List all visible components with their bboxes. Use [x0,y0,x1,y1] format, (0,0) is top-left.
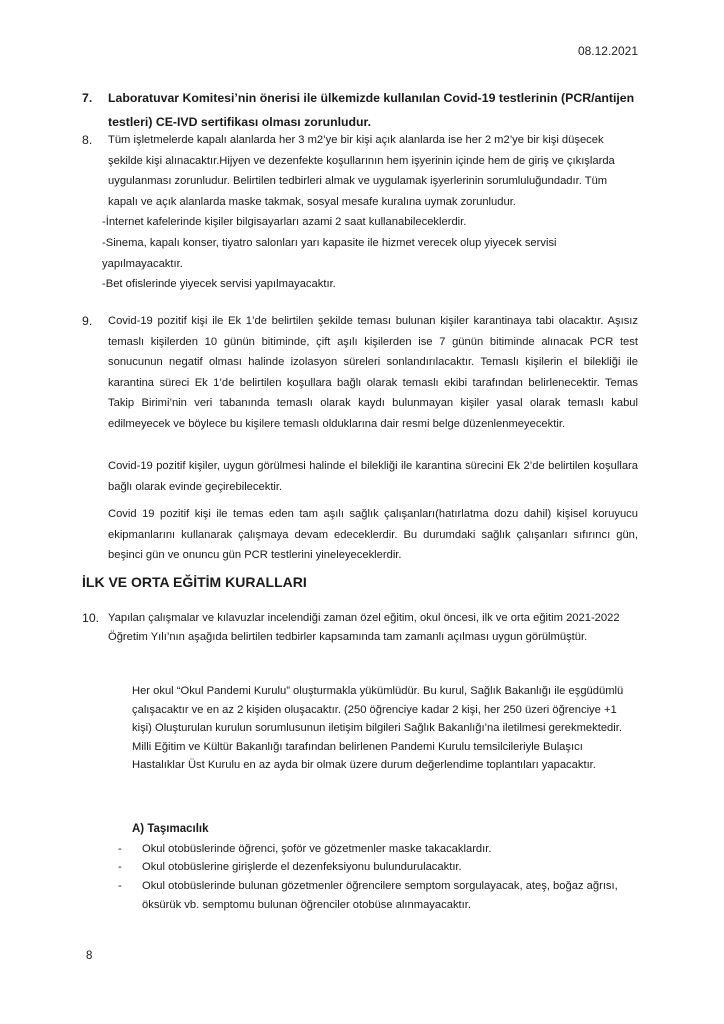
bullet-text: Okul otobüslerinde öğrenci, şoför ve gözetmenler maske takacaklardır. [142,843,492,855]
sub-item: -Sinema, kapalı konser, tiyatro salonları yarı kapasite ile hizmet verecek olup yiyecek servisi yapılmayacaktır. [102,236,557,270]
subsection-title: A) Taşımacılık [132,823,209,835]
bullet-marker: - [118,861,122,873]
item-text: Covid-19 pozitif kişi ile Ek 1’de belirtilen şekilde teması bulunan kişiler karantinaya tabi olacaktır. Aşısız temaslı kişilerden 10 günün bitiminde, çift aşılı kişilerden ise 7 günün bitiminde alınacak PCR test sonucunun negatif olması halinde izolasyon süreleri sonlandırılacaktır. Temaslı kişilerin el bilekliği ile karantina süreci Ek 1’de belirtilen koşullara bağlı olarak temaslı ekibi tarafından belirlenecektir. Temas Takip Birimi’nin veri tabanında temaslı olarak kaydı bulunmayan kişiler yasal olarak temaslı kabul edilmeyecek ve böylece bu kişilere temaslı olduklarına dair resmi belge düzenlenmeyecektir. [108,315,638,430]
list-item-10 [82,609,638,646]
bullet-text: Okul otobüslerine girişlerde el dezenfeksiyonu bulundurulacaktır. [142,861,462,873]
item-text: Yapılan çalışmalar ve kılavuzlar incelendiği zaman özel eğitim, okul öncesi, ilk ve orta eğitim 2021-2022 Öğretim Yılı’nın aşağıda belirtilen tedbirler kapsamında tam zamanlı açılması uygun görülmüştür. [108,612,620,643]
sub-item: -Bet ofislerinde yiyecek servisi yapılmayacaktır. [102,278,336,291]
item-number: 10. [82,611,100,625]
item-number: 7. [82,91,93,105]
item-number: 9. [82,314,93,328]
item-number: 8. [82,133,93,147]
paragraph: Covid-19 pozitif kişiler, uygun görülmesi halinde el bilekliği ile karantina sürecini Ek 2’de belirtilen koşullara bağlı olarak evinde geçirebilecektir. [108,460,638,493]
item-text: Tüm işletmelerde kapalı alanlarda her 3 m2’ye bir kişi açık alanlarda ise her 2 m2’ye bir kişi düşecek şekilde kişi alınacaktır.Hijyen ve dezenfekte koşullarının hem işyerinin içinde hem de giriş ve çıkışlarda uygulanması zorunludur. Belirtilen tedbirleri almak ve uygulamak işyerlerinin sorumluluğundadır. Tüm kapalı ve açık alanlarda maske takmak, sosyal mesafe kuralına uymak zorunludur. [108,134,615,208]
item-text: Laboratuvar Komitesi’nin önerisi ile ülkemizde kullanılan Covid-19 testlerinin (PCR/antijen testleri) CE-IVD sertifikası olması zorunludur. [108,91,635,129]
list-item-9 [82,311,638,435]
indented-block [132,682,632,775]
sub-item: -İnternet kafelerinde kişiler bilgisayarları azami 2 saat kullanabileceklerdir. [102,216,467,229]
bullet-marker: - [118,880,122,892]
bullet-item [118,858,638,877]
section-heading: İLK VE ORTA EĞİTİM KURALLARI [82,574,307,590]
list-item-7 [82,86,638,134]
block-paragraph: Her okul “Okul Pandemi Kurulu” oluşturmakla yükümlüdür. Bu kurul, Sağlık Bakanlığı ile eşgüdümlü çalışacaktır ve en az 2 kişiden oluşacaktır. (250 öğrenciye kadar 2 kişi, her 250 üzeri öğrenciye +1 kişi) Oluşturulan kurulun sorumlusunun iletişim bilgileri Sağlık Bakanlığı’na iletilmesi gerekmektedir. [132,685,624,735]
page-number: 8 [86,950,93,962]
bullet-item [118,877,638,914]
paragraph: Covid 19 pozitif kişi ile temas eden tam aşılı sağlık çalışanları(hatırlatma dozu dahil) kişisel koruyucu ekipmanlarını kullanarak çalışmaya devam edeceklerdir. Bu durumdaki sağlık çalışanları sıfırıncı gün, beşinci gün ve onuncu gün PCR testlerini yineleyeceklerdir. [108,508,638,562]
block-paragraph: Milli Eğitim ve Kültür Bakanlığı tarafından belirlenen Pandemi Kurulu temsilcileriyle Bulaşıcı Hastalıklar Üst Kurulu en az ayda bir olmak üzere durum değerlendime toplantıları yapacaktır. [132,740,596,772]
document-date: 08.12.2021 [577,44,638,58]
list-item-8 [82,130,638,295]
bullet-marker: - [118,843,122,855]
bullet-text: Okul otobüslerinde bulunan gözetmenler öğrencilere semptom sorgulayacak, ateş, boğaz ağrısı, öksürük vb. semptomu bulunan öğrenciler otobüse alınmayacaktır. [142,880,618,911]
bullet-item [118,840,638,859]
